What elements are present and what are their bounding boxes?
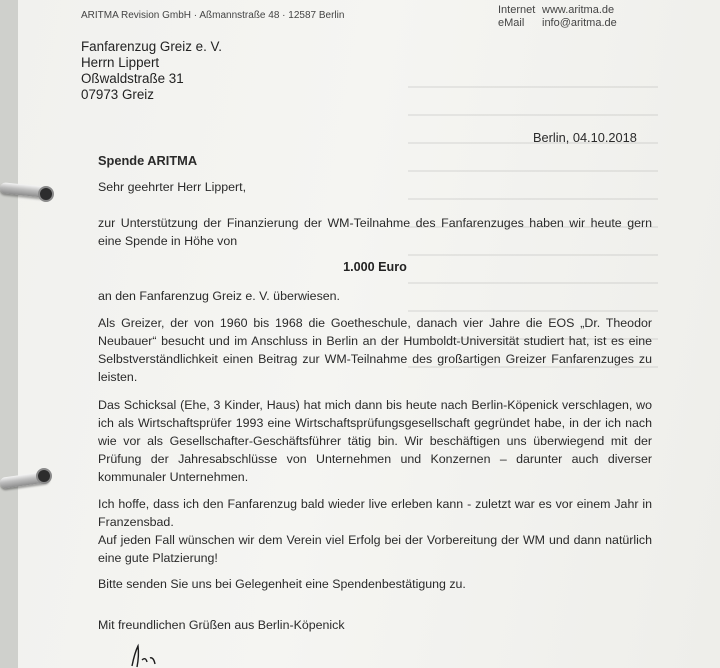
internet-value: www.aritma.de (542, 4, 615, 16)
email-label: eMail (498, 17, 525, 29)
paragraph-2: an den Fanfarenzug Greiz e. V. überwiesen. (98, 289, 340, 303)
closing-line: Mit freundlichen Grüßen aus Berlin-Köpenick (98, 618, 345, 632)
recipient-line-4: 07973 Greiz (81, 87, 154, 102)
paragraph-3: Als Greizer, der von 1960 bis 1968 die Goetheschule, danach vier Jahre die EOS „Dr. Theodor Neubauer“ besucht und im Anschluss in Berlin an der Humboldt-Universität studiert hat, ist es eine Selbstverständlichkeit einen Beitrag zur WM-Teilnahme des großartigen Greizer Fanfarenzuges zu leisten. (98, 316, 652, 384)
binder-ring-top-hole (38, 186, 54, 202)
recipient-line-3: Oßwaldstraße 31 (81, 71, 184, 86)
letterhead-contact (498, 4, 617, 30)
paragraph-7: Bitte senden Sie uns bei Gelegenheit eine Spendenbestätigung zu. (98, 577, 466, 591)
letter-subject: Spende ARITMA (98, 153, 198, 168)
letter-page (18, 0, 720, 668)
internet-label: Internet (498, 4, 536, 16)
paragraph-1: zur Unterstützung der Finanzierung der WM-Teilnahme des Fanfarenzuges haben wir heute gern eine Spende in Höhe von (98, 216, 652, 248)
paragraph-4: Das Schicksal (Ehe, 3 Kinder, Haus) hat mich dann bis heute nach Berlin-Köpenick verschlagen, wo ich als Wirtschaftsprüfer 1993 eine Wirtschaftsprüfungsgesellschaft gegründet habe, in der ich nach wie vor als Gesellschafter-Geschäftsführer tätig bin. Wir beschäftigen uns überwiegend mit der Prüfung der Jahresabschlüsse von Unternehmen und Konzernen – darunter auch diverser kommunaler Unternehmen. (98, 398, 652, 484)
recipient-line-1: Fanfarenzug Greiz e. V. (81, 39, 222, 54)
letterhead-sender-line: ARITMA Revision GmbH · Aßmannstraße 48 · 12587 Berlin (81, 10, 345, 21)
paragraph-6: Auf jeden Fall wünschen wir dem Verein viel Erfolg bei der Vorbereitung der WM und dann natürlich eine gute Platzierung! (98, 533, 652, 565)
email-value: info@aritma.de (542, 17, 617, 29)
donation-amount: 1.000 Euro (343, 260, 407, 274)
recipient-line-2: Herrn Lippert (81, 55, 160, 70)
letter-date: Berlin, 04.10.2018 (533, 130, 637, 145)
recipient-address (81, 39, 222, 103)
binder-ring-bottom-hole (36, 468, 52, 484)
signature-mark (128, 640, 188, 668)
salutation: Sehr geehrter Herr Lippert, (98, 180, 247, 194)
paragraph-5: Ich hoffe, dass ich den Fanfarenzug bald wieder live erleben kann - zuletzt war es vor einem Jahr in Franzensbad. (98, 497, 652, 529)
